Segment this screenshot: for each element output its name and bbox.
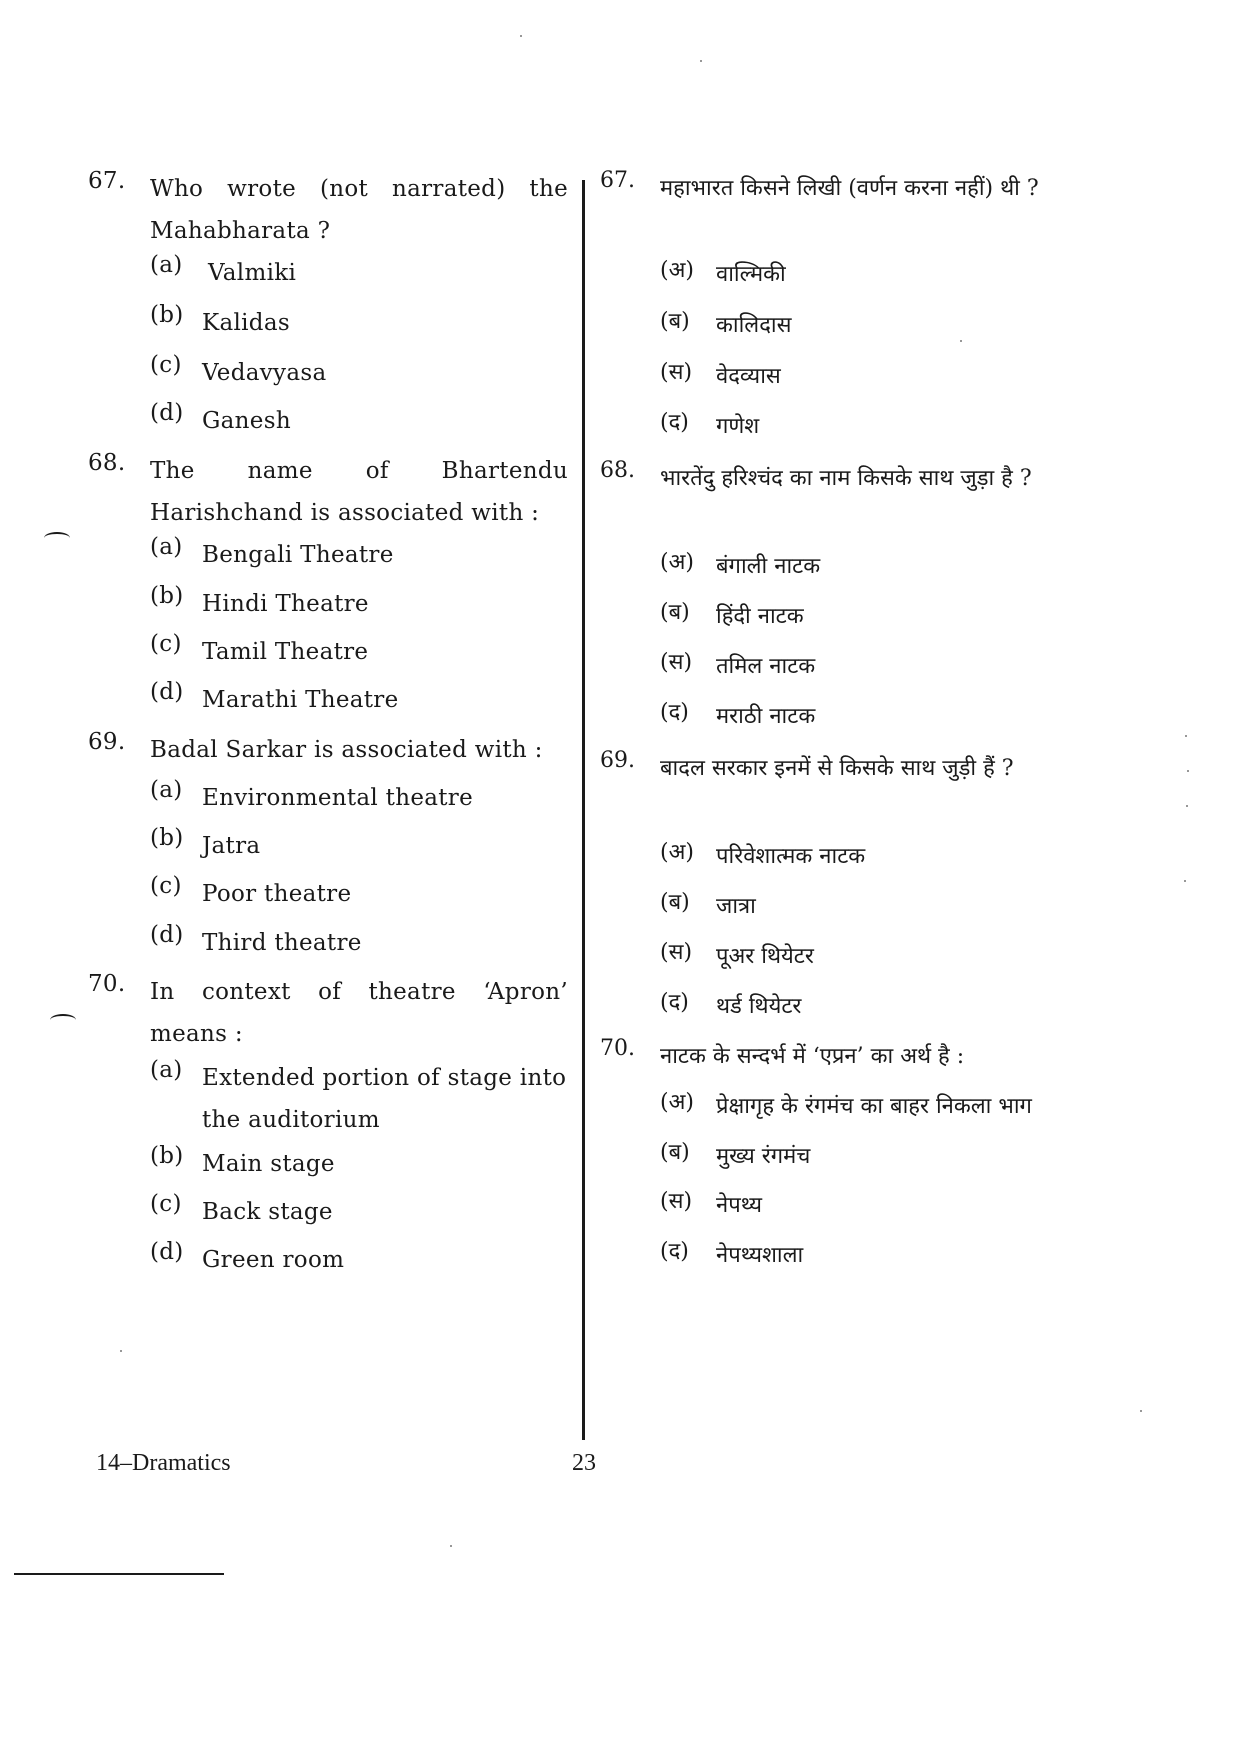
option-text: प्रेक्षागृह के रंगमंच का बाहर निकला भाग: [716, 1094, 1032, 1119]
option-text: Jatra: [202, 833, 261, 859]
option-text: Main stage: [202, 1151, 335, 1177]
option-label: (b): [150, 302, 184, 328]
option-label: (c): [150, 1191, 182, 1217]
question-text: Badal Sarkar is associated with :: [150, 737, 543, 763]
option-label: (d): [150, 1239, 184, 1265]
scan-speck: [1186, 805, 1188, 807]
question-text: Who wrote (not narrated) the Mahabharata ?: [150, 176, 568, 244]
option-text: मराठी नाटक: [716, 704, 816, 729]
question-text: महाभारत किसने लिखी (वर्णन करना नहीं) थी ?: [660, 176, 1039, 201]
question-number: 68.: [88, 450, 126, 476]
question-text-line: The name of Bhartendu Harishchand is associated with :: [150, 458, 568, 526]
scan-speck: [960, 340, 962, 342]
option-text: Tamil Theatre: [202, 639, 369, 665]
question-text: बादल सरकार इनमें से किसके साथ जुड़ी हैं ?: [660, 756, 1014, 781]
scan-speck: [120, 1350, 122, 1352]
option-label: (द): [660, 700, 689, 725]
option-text: Environmental theatre: [202, 785, 473, 811]
question-number: 69.: [600, 748, 635, 773]
option-text: वाल्मिकी: [716, 262, 786, 287]
question-text: In context of theatre ‘Apron’ means :: [150, 979, 568, 1047]
bottom-rule: [14, 1573, 224, 1575]
scan-speck: [700, 60, 702, 62]
option-text: वेदव्यास: [716, 364, 781, 389]
option-text: Hindi Theatre: [202, 591, 369, 617]
option-label: (a): [150, 252, 183, 278]
question-number: 67.: [88, 168, 126, 194]
scan-speck: [450, 1545, 452, 1547]
option-text: Vedavyasa: [202, 360, 327, 386]
option-text: मुख्य रंगमंच: [716, 1144, 811, 1169]
option-label: (c): [150, 631, 182, 657]
question-number: 70.: [600, 1036, 635, 1061]
option-text: परिवेशात्मक नाटक: [716, 844, 866, 869]
option-label: (ब): [660, 890, 690, 915]
option-text: जात्रा: [716, 894, 756, 919]
question-number: 70.: [88, 971, 126, 997]
option-label: (अ): [660, 840, 694, 865]
option-text: Extended portion of stage into the auditorium: [202, 1065, 567, 1133]
option-text: पूअर थियेटर: [716, 944, 814, 969]
option-label: (द): [660, 410, 689, 435]
option-label: (द): [660, 990, 689, 1015]
question-text: भारतेंदु हरिश्चंद का नाम किसके साथ जुड़ा है ?: [660, 466, 1032, 491]
question-number: 68.: [600, 458, 635, 483]
option-label: (स): [660, 360, 693, 385]
option-text: Bengali Theatre: [202, 542, 394, 568]
option-text: Valmiki: [208, 260, 297, 286]
option-label: (b): [150, 583, 184, 609]
scan-speck: [1184, 880, 1186, 882]
option-label: (स): [660, 1189, 693, 1214]
option-label: (a): [150, 534, 183, 560]
option-text: तमिल नाटक: [716, 654, 816, 679]
option-label: (स): [660, 650, 693, 675]
option-label: (a): [150, 777, 183, 803]
option-text: थर्ड थियेटर: [716, 994, 802, 1019]
scan-mark: [44, 532, 70, 544]
option-label: (स): [660, 940, 693, 965]
scan-mark: [50, 1014, 76, 1026]
scan-speck: [520, 35, 522, 37]
option-label: (अ): [660, 258, 694, 283]
option-text: बंगाली नाटक: [716, 554, 821, 579]
question-text: [150, 450, 568, 534]
option-text: कालिदास: [716, 313, 792, 338]
option-text: Kalidas: [202, 310, 290, 336]
option-label: (ब): [660, 600, 690, 625]
option-label: (d): [150, 400, 184, 426]
column-divider: [582, 180, 585, 1440]
option-text: Back stage: [202, 1199, 333, 1225]
option-label: (d): [150, 679, 184, 705]
scan-speck: [1140, 1410, 1142, 1412]
option-text: Green room: [202, 1247, 345, 1273]
option-label: (c): [150, 352, 182, 378]
scan-speck: [1187, 770, 1189, 772]
option-text: नेपथ्यशाला: [716, 1243, 804, 1268]
option-label: (ब): [660, 309, 690, 334]
option-text: हिंदी नाटक: [716, 604, 804, 629]
question-number: 69.: [88, 729, 126, 755]
option-label: (d): [150, 922, 184, 948]
option-label: (द): [660, 1239, 689, 1264]
question-number: 67.: [600, 168, 635, 193]
option-text: गणेश: [716, 414, 760, 439]
option-label: (अ): [660, 550, 694, 575]
page-number: 23: [572, 1450, 596, 1476]
question-text: नाटक के सन्दर्भ में ‘एप्रन’ का अर्थ है :: [660, 1044, 965, 1069]
option-text: नेपथ्य: [716, 1193, 762, 1218]
footer-subject: 14–Dramatics: [96, 1450, 231, 1476]
option-label: (a): [150, 1057, 183, 1083]
scan-speck: [1185, 735, 1187, 737]
option-label: (ब): [660, 1140, 690, 1165]
option-text: Poor theatre: [202, 881, 352, 907]
option-label: (b): [150, 1143, 184, 1169]
option-label: (b): [150, 825, 184, 851]
option-text: Ganesh: [202, 408, 291, 434]
option-text: Marathi Theatre: [202, 687, 399, 713]
option-text: Third theatre: [202, 930, 362, 956]
option-label: (c): [150, 873, 182, 899]
option-label: (अ): [660, 1090, 694, 1115]
